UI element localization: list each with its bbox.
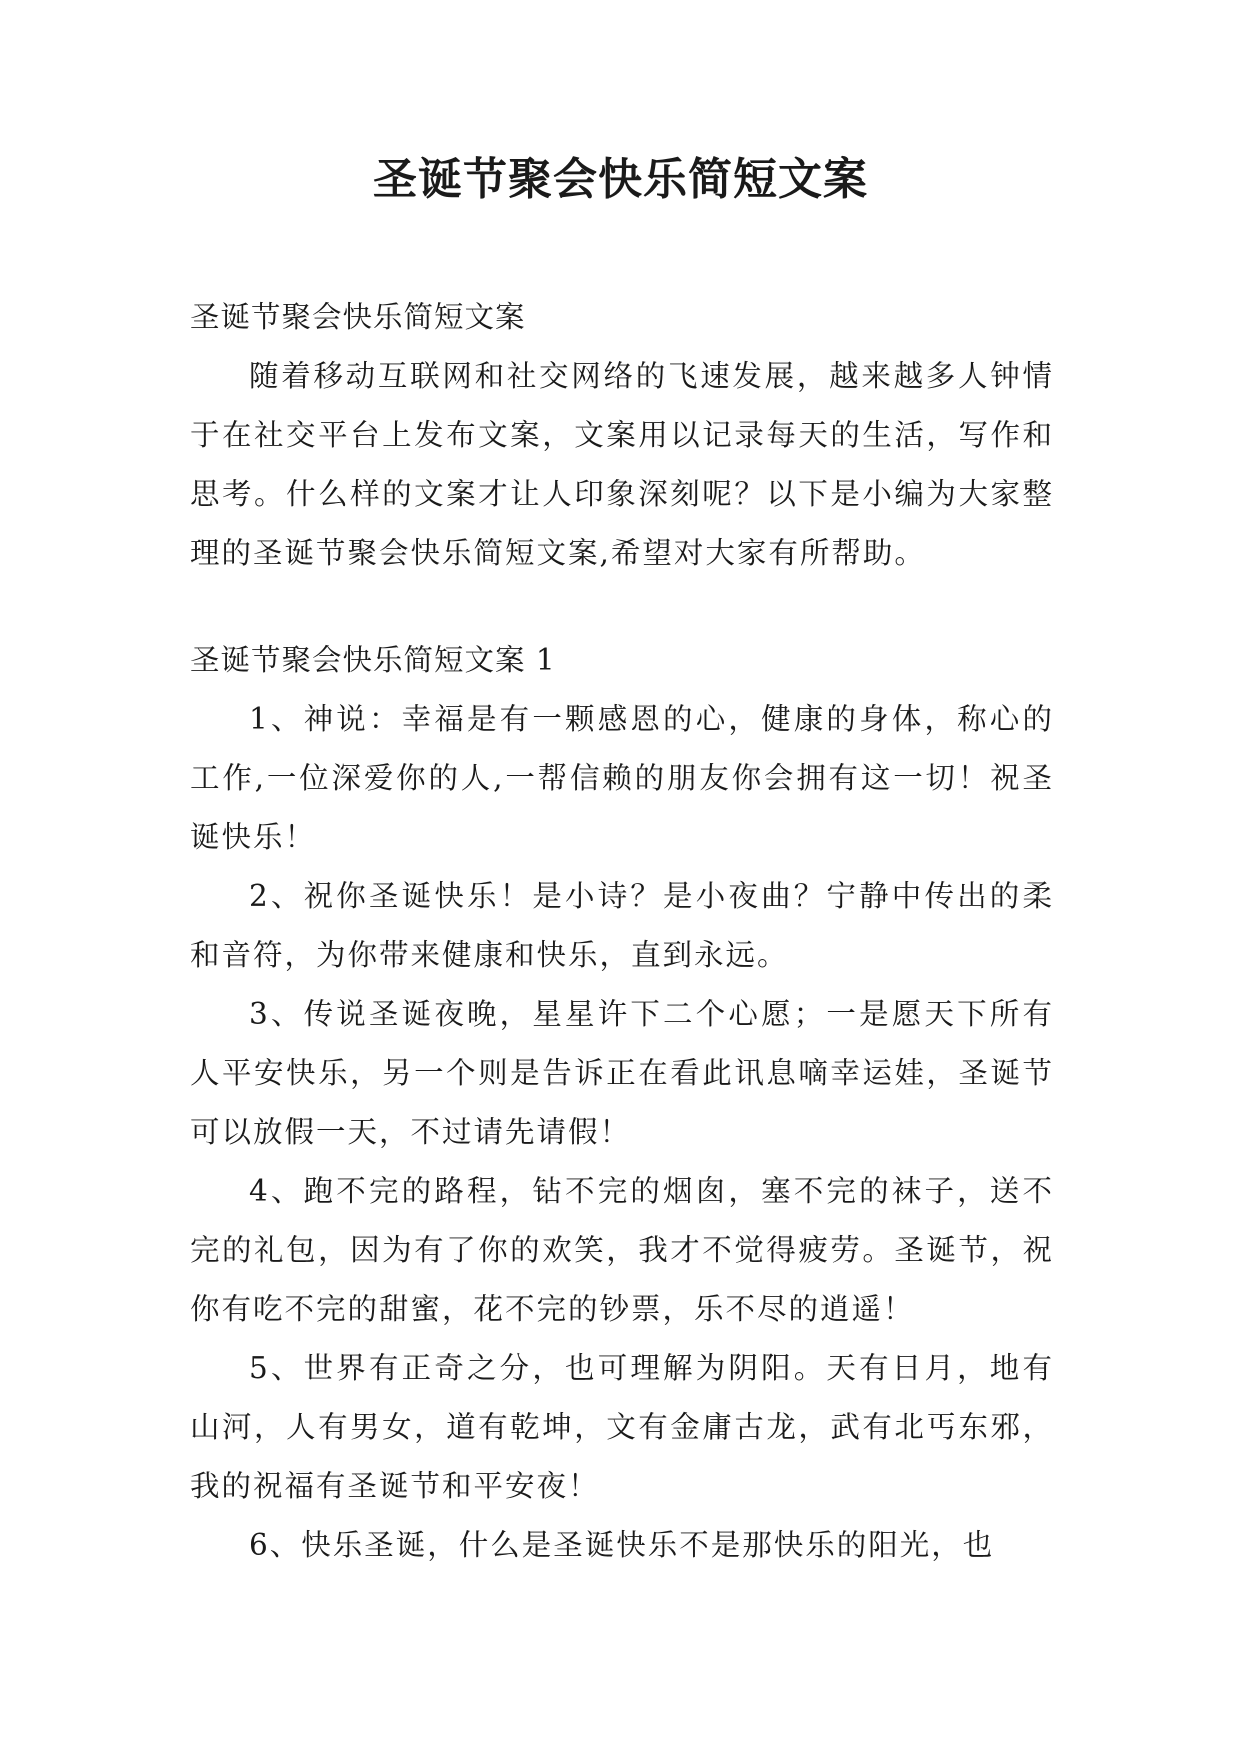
list-item: 4、跑不完的路程，钻不完的烟囱，塞不完的袜子，送不完的礼包，因为有了你的欢笑，我才不觉得疲劳。圣诞节，祝你有吃不完的甜蜜，花不完的钞票，乐不尽的逍遥！ [190, 1174, 1054, 1326]
list-item: 5、世界有正奇之分，也可理解为阴阳。天有日月，地有山河，人有男女，道有乾坤，文有金庸古龙，武有北丐东邪，我的祝福有圣诞节和平安夜！ [190, 1351, 1054, 1503]
document-body [190, 288, 1054, 1575]
intro-heading: 圣诞节聚会快乐简短文案 [190, 300, 526, 334]
list-item: 1、神说：幸福是有一颗感恩的心，健康的身体，称心的工作,一位深爱你的人,一帮信赖的朋友你会拥有这一切！祝圣诞快乐！ [190, 702, 1054, 854]
section-spacer [190, 583, 1054, 631]
list-item: 6、快乐圣诞，什么是圣诞快乐不是那快乐的阳光，也 [249, 1528, 995, 1562]
section-heading: 圣诞节聚会快乐简短文案 1 [190, 643, 556, 677]
intro-paragraph: 随着移动互联网和社交网络的飞速发展，越来越多人钟情于在社交平台上发布文案，文案用以记录每天的生活，写作和思考。什么样的文案才让人印象深刻呢？以下是小编为大家整理的圣诞节聚会快乐简短文案,希望对大家有所帮助。 [190, 359, 1054, 570]
document-title: 圣诞节聚会快乐简短文案 [373, 154, 868, 205]
list-item: 3、传说圣诞夜晚，星星许下二个心愿；一是愿天下所有人平安快乐，另一个则是告诉正在看此讯息嘀幸运娃，圣诞节可以放假一天，不过请先请假！ [190, 997, 1054, 1149]
list-item: 2、祝你圣诞快乐！是小诗？是小夜曲？宁静中传出的柔和音符，为你带来健康和快乐，直到永远。 [190, 879, 1054, 972]
